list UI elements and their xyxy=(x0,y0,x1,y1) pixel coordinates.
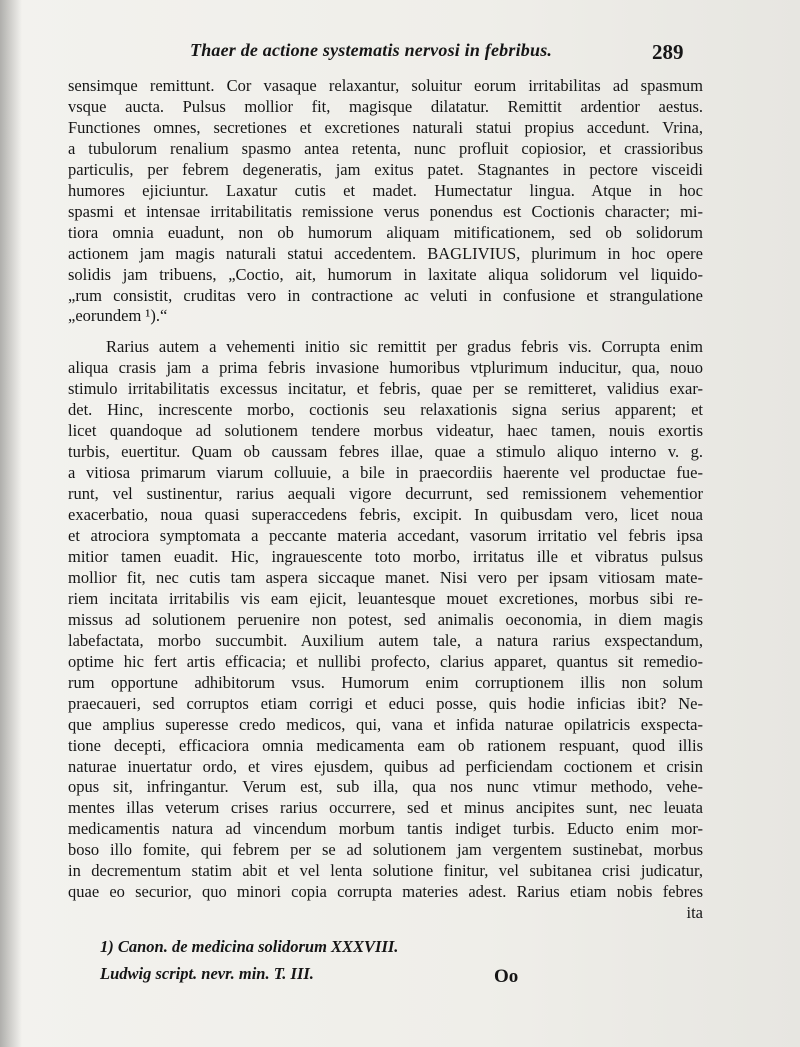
text-line: exacerbatio, noua quasi superaccedens febris, excipit. In quibusdam vero, licet noua xyxy=(68,505,703,525)
text-line: tiora omnia euadunt, non ob humorum aliquam mitificationem, sed ob solidorum xyxy=(68,222,703,242)
text-line: mentes illas veterum crises rarius occurrere, sed et minus ancipites sunt, nec leuata xyxy=(68,798,703,818)
text-line: vsque aucta. Pulsus mollior fit, magisque dilatatur. Remittit ardentior aestus. xyxy=(68,96,703,116)
text-line: et atrociora symptomata a peccante materia accedant, vasorum irritatio vel febris ipsa xyxy=(68,526,703,546)
text-line: aliqua crasis jam a prima febris invasione humoribus vtplurimum inducitur, qua, nouo xyxy=(68,358,703,378)
text-line: det. Hinc, increscente morbo, coctionis seu relaxationis signa serius apparent; et xyxy=(68,400,703,420)
paragraph-gap xyxy=(68,327,703,337)
running-title: Thaer de actione systematis nervosi in febribus. xyxy=(190,40,553,60)
text-line: boso illo fomite, qui febrem per se ad solutionem jam vergentem sustinebat, morbus xyxy=(68,840,703,860)
text-line: „rum consistit, cruditas vero in contractione ac veluti in confusione et strangulatione xyxy=(68,285,703,305)
text-line: spasmi et intensae irritabilitatis remissione verus ponendus est Coctionis character; mi- xyxy=(68,201,703,221)
text-line: licet quandoque ad solutionem tendere morbus videatur, haec tamen, nouis exortis xyxy=(68,421,703,441)
body-text xyxy=(68,76,703,924)
text-line: quae eo securior, quo minori copia corrupta materies adest. Rarius etiam nobis febres xyxy=(68,882,703,902)
text-line: missus ad solutionem peruenire non potest, sed animalis oeconomia, in diem magis xyxy=(68,609,703,629)
catchword: ita xyxy=(686,903,703,923)
text-line: actionem jam magis naturali statui accedentem. BAGLIVIUS, plurimum in hoc opere xyxy=(68,243,703,263)
spine-shadow xyxy=(0,0,22,1047)
text-line: mitior tamen euadit. Hic, ingrauescente toto morbo, irritatus ille et vibratus pulsus xyxy=(68,546,703,566)
text-line: particulis, per febrem degeneratis, jam exitus patet. Stagnantes in pectore visceidi xyxy=(68,159,703,179)
text-line: runt, vel sustinentur, rarius aequali vigore decurrunt, sed remissionem vehementior xyxy=(68,484,703,504)
text-line: stimulo irritabilitatis excessus incitatur, et febris, quae per se remitteret, validius exar- xyxy=(68,379,703,399)
text-line: optime hic fert artis efficacia; et nullibi profecto, clarius apparet, quantus sit remedio- xyxy=(68,651,703,671)
text-line: mollior fit, nec cutis tam aspera siccaque manet. Nisi vero per ipsam vitiosam mate- xyxy=(68,567,703,587)
text-line: in decrementum statim abit et vel lenta solutione finitur, vel subitanea crisi judicatur, xyxy=(68,861,703,881)
text-line: sensimque remittunt. Cor vasaque relaxantur, soluitur eorum irritabilitas ad spasmum xyxy=(68,76,703,95)
page-number: 289 xyxy=(652,40,684,64)
text-line: opus sit, infringantur. Verum est, sub illa, qua nos nunc vtimur methodo, vehe- xyxy=(68,777,703,797)
footnote: Ludwig script. nevr. min. T. III. xyxy=(100,964,314,983)
text-line: riem incitata irritabilis vis eam ejicit, leuantesque mouet excretiones, morbus sibi re- xyxy=(68,588,703,608)
text-line: tione decepti, efficaciora omnia medicamenta eam ob rationem respuant, quod illis xyxy=(68,735,703,755)
text-line: naturae inuertatur ordo, et vires ejusdem, quibus ad perficiendam coctionem et crisin xyxy=(68,756,703,776)
text-line: „eorundem ¹).“ xyxy=(68,306,168,326)
text-line: a vitiosa primarum viarum colluuie, a bile in praecordiis haerente vel productae fue- xyxy=(68,463,703,483)
text-line: praecaueri, sed corruptos etiam corrigi et educi posse, quis hodie inficias ibit? Ne- xyxy=(68,693,703,713)
text-line: Functiones omnes, secretiones et excretiones naturali statui propius accedunt. Vrina, xyxy=(68,117,703,137)
footnote: 1) Canon. de medicina solidorum XXXVIII. xyxy=(100,937,399,956)
text-line: medicamentis natura ad vincendum morbum tantis indiget turbis. Educto enim mor- xyxy=(68,819,703,839)
signature-mark: Oo xyxy=(494,966,519,987)
text-line: Rarius autem a vehementi initio sic remittit per gradus febris vis. Corrupta enim xyxy=(106,337,703,357)
text-line: a tubulorum renalium spasmo antea retenta, nunc profluit copiosior, et crassioribus xyxy=(68,138,703,158)
text-line: turbis, euertitur. Quam ob caussam febres illae, quae a stimulo aliquo interno v. g. xyxy=(68,442,703,462)
text-line: rum opportune adhibitorum vsus. Humorum enim corruptionem illis non solum xyxy=(68,672,703,692)
text-line: que amplius superesse credo medicos, qui, vana et infida naturae opilatricis exspecta- xyxy=(68,714,703,734)
text-line: labefactata, morbo succumbit. Auxilium autem tale, a natura rarius exspectandum, xyxy=(68,630,703,650)
text-line: solidis jam tribuens, „Coctio, ait, humorum in laxitate aliqua solidorum vel liquido- xyxy=(68,264,703,284)
text-line: humores ejiciuntur. Laxatur cutis et madet. Humectatur lingua. Atque in hoc xyxy=(68,180,703,200)
